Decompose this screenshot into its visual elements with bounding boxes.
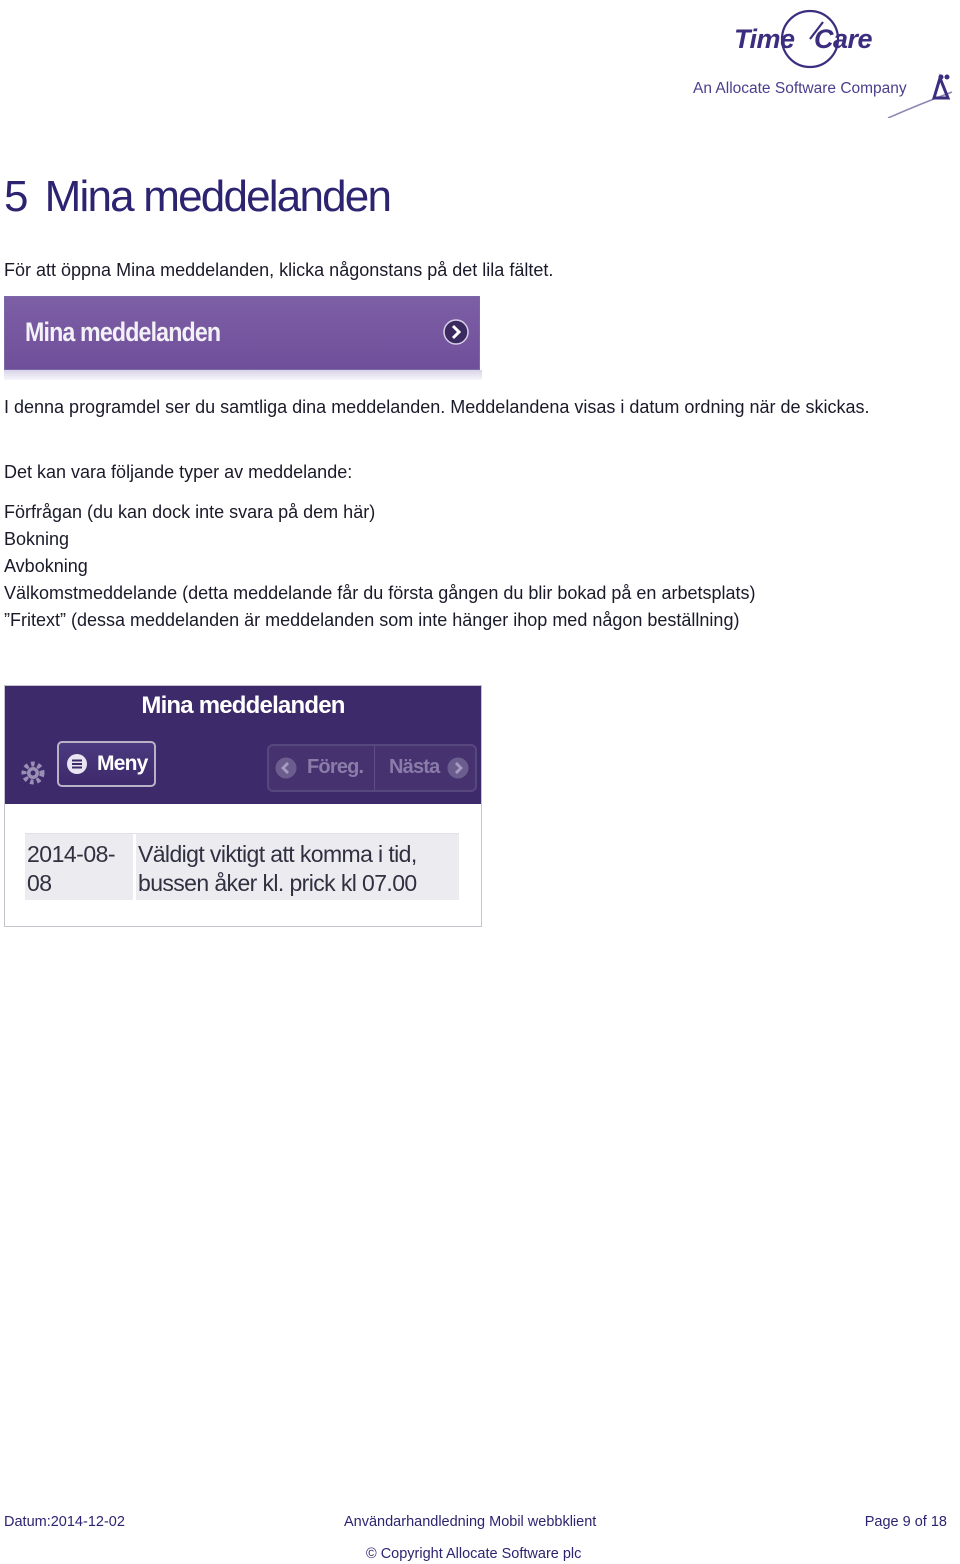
- chapter-number: 5: [4, 172, 27, 221]
- message-date-line: 08: [27, 870, 52, 896]
- timecare-logo: [690, 6, 960, 118]
- message-row[interactable]: [25, 833, 459, 900]
- next-button[interactable]: [375, 746, 477, 790]
- menu-icon: [67, 754, 87, 774]
- bar-label: Mina meddelanden: [25, 317, 221, 347]
- message-text-line: bussen åker kl. prick kl 07.00: [138, 870, 417, 896]
- intro-paragraph: För att öppna Mina meddelanden, klicka någonstans på det lila fältet.: [4, 260, 554, 280]
- prev-next-nav: [267, 744, 477, 792]
- chevron-right-icon: [447, 757, 469, 779]
- logo-word-care: Care: [814, 24, 873, 54]
- gear-icon[interactable]: [13, 754, 53, 792]
- next-label: Nästa: [389, 756, 440, 778]
- footer-document-title: Användarhandledning Mobil webbklient: [344, 1514, 597, 1530]
- description-paragraph: I denna programdel ser du samtliga dina meddelanden. Meddelandena visas i datum ordning när de skickas.: [4, 397, 870, 417]
- chevron-right-circle-icon[interactable]: [443, 319, 469, 345]
- message-type-item: ”Fritext” (dessa meddelanden är meddelanden som inte hänger ihop med någon beställning): [4, 610, 740, 630]
- message-date-line: 2014-08-: [27, 841, 116, 867]
- logo-tagline: An Allocate Software Company: [693, 80, 907, 97]
- chapter-title: Mina meddelanden: [44, 172, 391, 221]
- mina-meddelanden-app-screenshot: [4, 685, 482, 927]
- logo-swoosh-icon: [690, 6, 960, 118]
- message-text-line: Väldigt viktigt att komma i tid,: [138, 841, 417, 867]
- mina-meddelanden-bar-screenshot: [4, 296, 482, 380]
- menu-button[interactable]: [57, 741, 156, 787]
- chevron-left-icon: [275, 757, 297, 779]
- message-type-item: Avbokning: [4, 556, 88, 576]
- app-title: Mina meddelanden: [141, 692, 345, 719]
- message-text: [136, 834, 459, 900]
- types-intro: Det kan vara följande typer av meddelande:: [4, 462, 353, 482]
- previous-label: Föreg.: [307, 756, 364, 778]
- footer-copyright: © Copyright Allocate Software plc: [366, 1546, 582, 1562]
- message-type-item: Välkomstmeddelande (detta meddelande får du första gången du blir bokad på en arbetsplats): [4, 583, 756, 603]
- message-date: [25, 834, 133, 900]
- message-type-item: Bokning: [4, 529, 70, 549]
- menu-button-label: Meny: [97, 752, 148, 775]
- mina-meddelanden-bar[interactable]: [4, 296, 480, 370]
- logo-word-time: Time: [734, 24, 795, 54]
- previous-button[interactable]: [269, 746, 375, 790]
- message-type-item: Förfrågan (du kan dock inte svara på dem här): [4, 502, 376, 522]
- footer-page-number: Page 9 of 18: [864, 1514, 947, 1530]
- bar-shadow: [4, 370, 482, 380]
- app-header: [5, 686, 482, 804]
- chapter-heading: [4, 172, 390, 222]
- footer-date: Datum:2014-12-02: [4, 1514, 125, 1530]
